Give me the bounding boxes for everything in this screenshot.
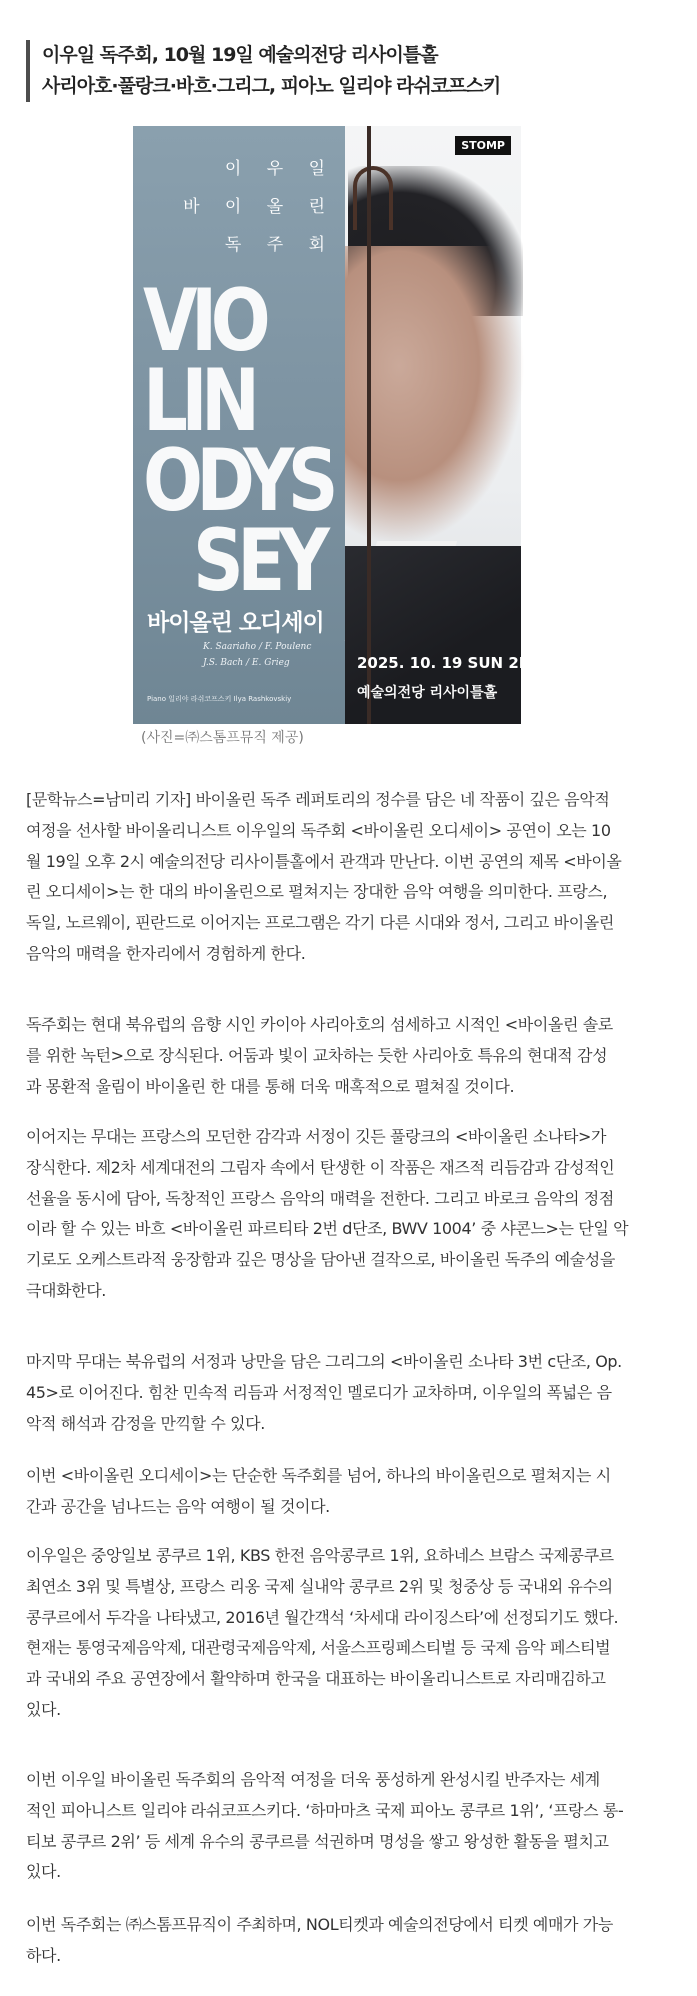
text-line: 이번 <바이올린 오디세이>는 단순한 독주회를 넘어, 하나의 바이올린으로 펼쳐지는 시 <box>26 1466 611 1485</box>
poster-big-title-3: ODYS <box>143 431 332 531</box>
text-line: 콩쿠르에서 두각을 나타냈고, 2016년 월간객석 ‘차세대 라이징스타’에 선정되기도 했다. <box>26 1607 619 1627</box>
text-line: 과 국내외 주요 공연장에서 활약하며 한국을 대표하는 바이올리니스트로 자리매김하고 <box>26 1669 606 1689</box>
poster-big-title-2: LIN <box>143 351 254 451</box>
paragraph-5 <box>26 1461 670 1523</box>
text-line: 음악의 매력을 한자리에서 경험하게 한다. <box>26 943 306 963</box>
text-line: 독주회는 현대 북유럽의 음향 시인 카이아 사리아호의 섬세하고 시적인 <바이올린 솔로 <box>26 1015 613 1034</box>
text-line: 린 오디세이>는 한 대의 바이올린으로 펼쳐지는 장대한 음악 여행을 의미한다. 프랑스, <box>26 882 608 902</box>
paragraph-1 <box>26 785 670 970</box>
paragraph-6 <box>26 1541 670 1726</box>
text-line: 45>로 이어진다. 힘찬 민속적 리듬과 서정적인 멜로디가 교차하며, 이우일의 폭넓은 음 <box>26 1382 612 1402</box>
stomp-logo: STOMP <box>455 136 511 155</box>
paragraph-7 <box>26 1765 670 1888</box>
text-line: [문학뉴스=남미리 기자] 바이올린 독주 레퍼토리의 정수를 담은 네 작품이 깊은 음악적 <box>26 790 610 809</box>
text-line: 선율을 동시에 담아, 독창적인 프랑스 음악의 매력을 전한다. 그리고 바로크 음악의 정점 <box>26 1188 614 1208</box>
text-line: 장식한다. 제2차 세계대전의 그림자 속에서 탄생한 이 작품은 재즈적 리듬감과 감성적인 <box>26 1157 615 1177</box>
poster-ko-title-2: 바 이 올 린 <box>183 197 335 217</box>
text-line: 하다. <box>26 1945 61 1965</box>
poster-ko-title-3: 독 주 회 <box>224 235 335 255</box>
text-line: 마지막 무대는 북유럽의 서정과 낭만을 담은 그리그의 <바이올린 소나타 3번 c단조, Op. <box>26 1352 622 1371</box>
poster-ko-title-1: 이 우 일 <box>224 159 335 179</box>
text-line: 과 몽환적 울림이 바이올린 한 대를 통해 더욱 매혹적으로 펼쳐질 것이다. <box>26 1076 515 1096</box>
poster-big-title-1: VIO <box>143 271 265 371</box>
text-line: 극대화한다. <box>26 1280 106 1300</box>
poster-date: 2025. 10. 19 SUN 2PM <box>357 654 545 672</box>
poster-big-title-4: SEY <box>193 511 324 611</box>
text-line: 악적 해석과 감정을 만끽할 수 있다. <box>26 1413 265 1433</box>
poster-venue: 예술의전당 리사이틀홀 <box>357 685 498 701</box>
poster-piano-credit: Piano 일리야 라쉬코프스키 Ilya Rashkovskiy <box>147 695 292 703</box>
violinist-face <box>345 246 525 546</box>
text-line: 이번 이우일 바이올린 독주회의 음악적 여정을 더욱 풍성하게 완성시킬 반주자는 세계 <box>26 1770 600 1789</box>
headline <box>26 40 682 102</box>
headline-line-2: 사리아호·풀랑크·바흐·그리그, 피아노 일리야 라쉬코프스키 <box>42 75 501 97</box>
paragraph-8 <box>26 1910 670 1972</box>
headline-line-1: 이우일 독주회, 10월 19일 예술의전당 리사이틀홀 <box>42 44 438 66</box>
concert-poster-image <box>133 126 545 724</box>
poster-subtitle: 바이올린 오디세이 <box>147 610 324 636</box>
text-line: 있다. <box>26 1699 61 1719</box>
paragraph-4 <box>26 1347 670 1439</box>
text-line: 기로도 오케스트라적 웅장함과 깊은 명상을 담아낸 걸작으로, 바이올린 독주의 예술성을 <box>26 1250 615 1270</box>
paragraph-2 <box>26 1010 670 1102</box>
text-line: 이우일은 중앙일보 콩쿠르 1위, KBS 한전 음악콩쿠르 1위, 요하네스 브람스 국제콩쿠르 <box>26 1546 614 1565</box>
text-line: 최연소 3위 및 특별상, 프랑스 리옹 국제 실내악 콩쿠르 2위 및 청중상 등 국내외 유수의 <box>26 1576 613 1596</box>
text-line: 있다. <box>26 1862 61 1882</box>
text-line: 간과 공간을 넘나드는 음악 여행이 될 것이다. <box>26 1496 330 1516</box>
text-line: 이번 독주회는 ㈜스톰프뮤직이 주최하며, NOL티켓과 예술의전당에서 티켓 예매가 가능 <box>26 1915 613 1934</box>
text-line: 여정을 선사할 바이올리니스트 이우일의 독주회 <바이올린 오디세이> 공연이 오는 10 <box>26 820 611 840</box>
text-line: 월 19일 오후 2시 예술의전당 리사이틀홀에서 관객과 만난다. 이번 공연의 제목 <바이올 <box>26 851 622 871</box>
text-line: 이라 할 수 있는 바흐 <바이올린 파르티타 2번 d단조, BWV 1004’ 중 샤콘느>는 단일 악 <box>26 1219 629 1239</box>
violin-bow <box>367 126 371 724</box>
text-line: 독일, 노르웨이, 핀란드로 이어지는 프로그램은 각기 다른 시대와 정서, 그리고 바이올린 <box>26 913 614 933</box>
paragraph-3 <box>26 1122 670 1307</box>
photo-caption: (사진=㈜스톰프뮤직 제공) <box>141 730 304 746</box>
text-line: 이어지는 무대는 프랑스의 모던한 감각과 서정이 깃든 풀랑크의 <바이올린 소나타>가 <box>26 1127 607 1146</box>
poster-composers-1: K. Saariaho / F. Poulenc <box>203 642 312 652</box>
text-line: 티보 콩쿠르 2위’ 등 세계 유수의 콩쿠르를 석권하며 명성을 쌓고 왕성한 활동을 펼치고 <box>26 1831 609 1851</box>
text-line: 를 위한 녹턴>으로 장식된다. 어둠과 빛이 교차하는 듯한 사리아호 특유의 현대적 감성 <box>26 1045 608 1065</box>
violin-scroll <box>353 166 393 230</box>
poster-composers-2: J.S. Bach / E. Grieg <box>203 658 290 668</box>
text-line: 현재는 통영국제음악제, 대관령국제음악제, 서울스프링페스티벌 등 국제 음악 페스티벌 <box>26 1638 611 1658</box>
text-line: 적인 피아니스트 일리야 라쉬코프스키다. ‘하마마츠 국제 피아노 콩쿠르 1위’, ‘프랑스 롱- <box>26 1800 624 1820</box>
